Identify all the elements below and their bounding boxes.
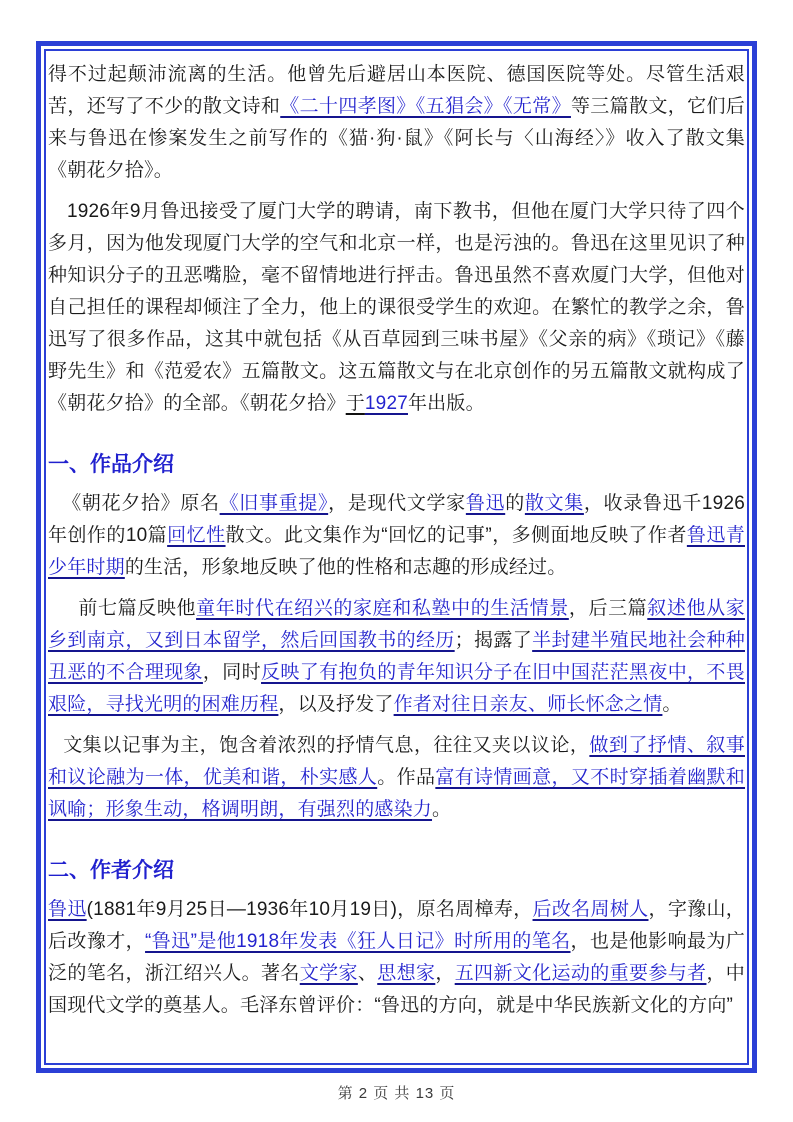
body-text: 散文。此文集作为“回忆的记事”，多侧面地反映了作者	[225, 525, 687, 546]
paragraph	[48, 593, 745, 721]
body-text: ，	[435, 963, 455, 984]
body-text: ，以及抒发了	[278, 694, 394, 715]
hyperlink-text[interactable]: 做到了抒情、叙事和议论融为一体，优美和谐，朴实感人	[48, 735, 745, 788]
hyperlink-text[interactable]: 散文集	[524, 493, 584, 514]
body-text: ，中国现代文学的奠基人。毛泽东曾评价：“鲁迅的方向，就是中华民族新文化的方向”	[48, 963, 746, 1016]
hyperlink-text[interactable]: 富有诗情画意，又不时穿插着幽默和讽喻；形象生动，格调明朗，有强烈的感染力	[48, 767, 746, 820]
body-text: (1881年9月25日—1936年10月19日)，原名周樟寿，	[86, 899, 533, 920]
hyperlink-text[interactable]: 鲁迅	[465, 493, 506, 514]
section-heading: 一、作品介绍	[48, 453, 174, 476]
body-text: 的	[505, 493, 525, 514]
hyperlink-text[interactable]: 童年时代在绍兴的家庭和私塾中的生活情景	[196, 598, 569, 619]
paragraph	[48, 196, 745, 420]
hyperlink-text[interactable]: 鲁迅青少年时期	[48, 525, 745, 578]
hyperlink-text[interactable]: “鲁迅”是他1918年发表《狂人日记》时所用的笔名	[145, 931, 571, 952]
body-text: ，也是他影响最为广泛的笔名，浙江绍兴人。著名	[48, 931, 745, 984]
body-text: 1926年9月鲁迅接受了厦门大学的聘请，南下教书，但他在厦门大学只待了四个多月，因为他发现厦门大学的空气和北京一样，也是污浊的。鲁迅在这里见识了种种知识分子的丑恶嘴脸，毫不留情地进行抨击。鲁迅虽然不喜欢厦门大学，但他对自己担任的课程却倾注了全力，他上的课很受学生的欢迎。在繁忙的教学之余，鲁迅写了很多作品，这其中就包括《从百草园到三味书屋》《父亲的病》《琐记》《藤野先生》和《范爱农》五篇散文。这五篇散文与在北京创作的另五篇散文就构成了《朝花夕拾》的全部。《朝花夕拾》	[48, 201, 745, 414]
body-text: ，是现代文学家	[328, 493, 466, 514]
body-text: 《朝花夕拾》原名	[62, 493, 220, 514]
hyperlink-text[interactable]: 五四新文化运动的重要参与者	[454, 963, 707, 984]
body-text: ；揭露了	[454, 630, 533, 651]
body-text: 的生活，形象地反映了他的性格和志趣的形成经过。	[124, 557, 567, 578]
hyperlink-text[interactable]: 1927	[364, 393, 408, 414]
hyperlink-text[interactable]: 后改名周树人	[532, 899, 649, 920]
hyperlink-text[interactable]: 作者对往日亲友、师长怀念之情	[393, 694, 663, 715]
paragraph	[48, 730, 745, 826]
document-body	[44, 49, 749, 1065]
body-text: ，收录鲁迅千1926年创作的10篇	[48, 493, 745, 546]
body-text: ，字豫山，后改豫才，	[48, 899, 746, 952]
paragraph	[48, 59, 745, 187]
hyperlink-text[interactable]: 思想家	[377, 963, 436, 984]
hyperlink-text[interactable]: 回忆性	[167, 525, 226, 546]
hyperlink-text[interactable]: 反映了有抱负的青年知识分子在旧中国茫茫黑夜中，不畏艰险，寻找光明的困难历程	[48, 662, 745, 715]
hyperlink-text[interactable]: 文学家	[299, 963, 358, 984]
body-text: 。	[662, 694, 682, 715]
body-text: 文集以记事为主，饱含着浓烈的抒情气息，往往又夹以议论，	[63, 735, 590, 756]
paragraph	[48, 894, 745, 1022]
hyperlink-text[interactable]: 叙述他从家乡到南京，又到日本留学，然后回国教书的经历	[48, 598, 745, 651]
hyperlink-text[interactable]: 《二十四孝图》《五猖会》《无常》	[280, 96, 571, 117]
body-text: ，后三篇	[568, 598, 648, 619]
hyperlink-text[interactable]: 《旧事重提》	[219, 493, 329, 514]
page-footer	[0, 1082, 793, 1103]
section-heading: 二、作者介绍	[48, 859, 174, 882]
body-text: 。作品	[377, 767, 436, 788]
page-number-text: 第 2 页 共 13 页	[337, 1085, 456, 1102]
body-text: 年出版。	[407, 393, 485, 414]
hyperlink-text[interactable]: 鲁迅	[48, 899, 87, 920]
body-text: 等三篇散文，它们后来与鲁迅在惨案发生之前写作的《猫·狗·鼠》《阿长与〈山海经〉》收入了散文集《朝花夕拾》。	[48, 96, 745, 181]
hyperlink-text[interactable]: 半封建半殖民地社会种种丑恶的不合理现象	[48, 630, 745, 683]
page-border-frame	[36, 41, 757, 1073]
paragraph	[48, 488, 745, 584]
body-text: 、	[357, 963, 378, 984]
body-text: ，同时	[202, 662, 262, 683]
body-text: 前七篇反映他	[78, 598, 197, 619]
body-text: 。	[432, 799, 452, 820]
underlined-text: 于	[345, 393, 365, 414]
body-text: 得不过起颠沛流离的生活。他曾先后避居山本医院、德国医院等处。尽管生活艰苦，还写了不少的散文诗和	[48, 64, 745, 117]
